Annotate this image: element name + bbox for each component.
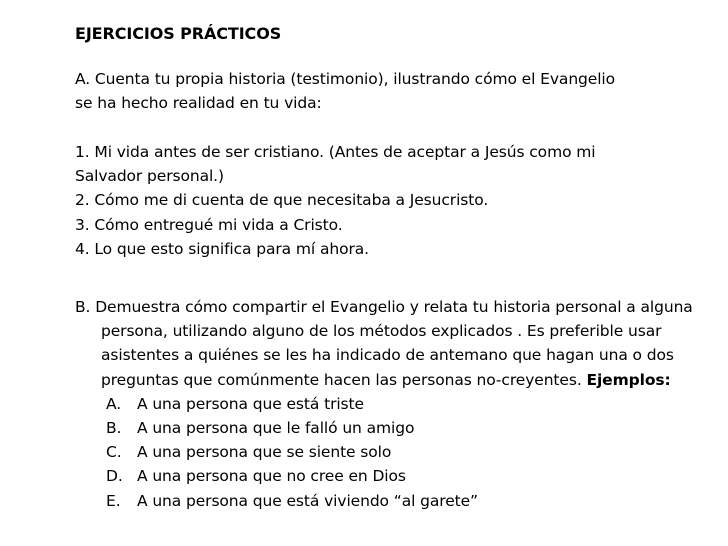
list-item-letter: C. xyxy=(106,443,122,462)
step-line: Salvador personal.) xyxy=(75,167,224,186)
list-item xyxy=(75,392,695,416)
list-item-text: A una persona que está viviendo “al garete” xyxy=(137,491,478,510)
section-a-intro xyxy=(75,67,695,115)
list-item-letter: B. xyxy=(106,419,122,438)
list-item-letter: E. xyxy=(106,491,121,510)
list-item-text: A una persona que le falló un amigo xyxy=(137,419,415,438)
list-item-letter: D. xyxy=(106,467,123,486)
list-item xyxy=(75,464,695,488)
list-item-text: A una persona que no cree en Dios xyxy=(137,467,406,486)
document-page xyxy=(75,22,695,510)
step-line: 1. Mi vida antes de ser cristiano. (Antes de aceptar a Jesús como mi xyxy=(75,143,596,161)
section-b xyxy=(75,295,695,513)
section-a-intro-line: se ha hecho realidad en tu vida: xyxy=(75,94,322,113)
list-item-letter: A. xyxy=(106,394,122,413)
list-item xyxy=(75,416,695,440)
list-item xyxy=(75,440,695,464)
list-item-text: A una persona que está triste xyxy=(137,394,364,413)
page-title: EJERCICIOS PRÁCTICOS xyxy=(75,24,282,43)
section-a-steps xyxy=(75,140,695,261)
step-line: 3. Cómo entregué mi vida a Cristo. xyxy=(75,215,343,234)
step-line: 4. Lo que esto significa para mí ahora. xyxy=(75,239,369,258)
examples-label: Ejemplos: xyxy=(586,370,671,389)
list-item-text: A una persona que se siente solo xyxy=(137,443,392,462)
list-item xyxy=(75,489,695,513)
examples-list xyxy=(75,392,695,513)
section-b-body: B. Demuestra cómo compartir el Evangelio y relata tu historia personal a alguna persona, utilizando alguno de los métodos explicados . Es preferible usar asistentes a quiénes se les ha indicado de antemano que hagan una o dos preguntas que comúnmente hacen las personas no-creyentes. xyxy=(75,298,693,389)
section-a-intro-line: A. Cuenta tu propia historia (testimonio), ilustrando cómo el Evangelio xyxy=(75,70,616,88)
section-b-text xyxy=(75,295,695,392)
step-line: 2. Cómo me di cuenta de que necesitaba a Jesucristo. xyxy=(75,191,489,210)
